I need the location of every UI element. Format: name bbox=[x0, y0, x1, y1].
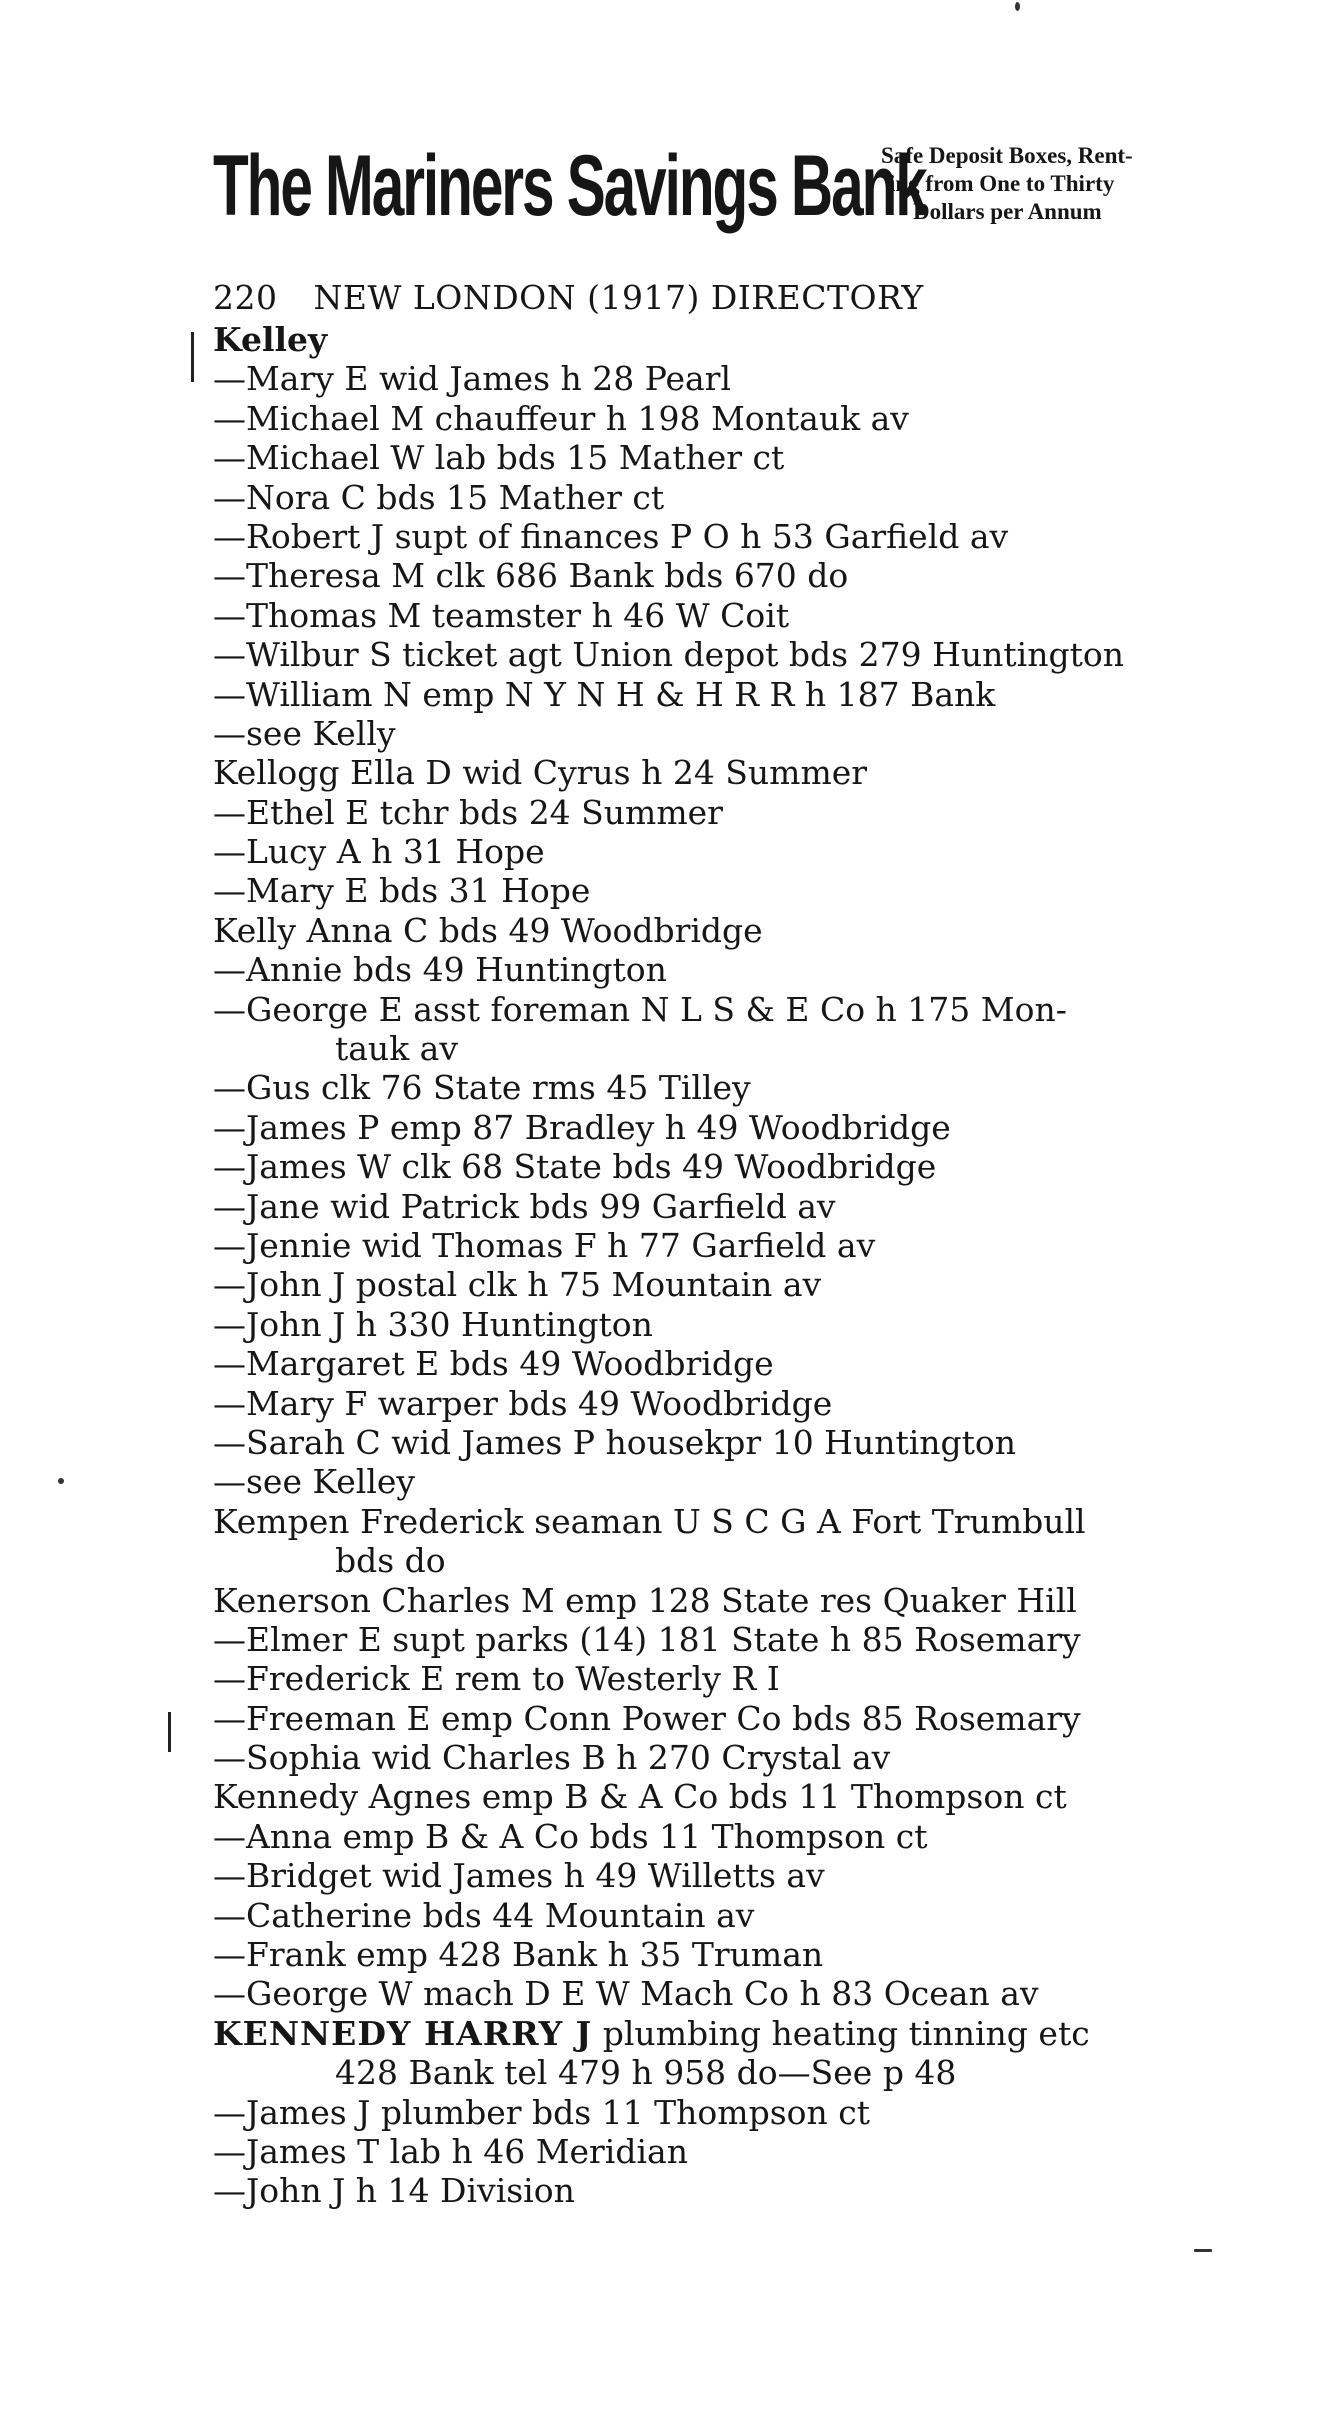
directory-entry: —Margaret E bds 49 Woodbridge bbox=[213, 1344, 774, 1384]
directory-entry: —James P emp 87 Bradley h 49 Woodbridge bbox=[213, 1107, 951, 1147]
scan-speck bbox=[1015, 2, 1020, 11]
directory-entry-continuation: tauk av bbox=[335, 1029, 458, 1069]
bank-ad-text bbox=[881, 142, 1133, 226]
directory-entry bbox=[213, 2014, 1213, 2053]
directory-entry: —Elmer E supt parks (14) 181 State h 85 Rosemary bbox=[213, 1619, 1081, 1659]
page-number: 220 bbox=[213, 278, 278, 317]
directory-entry: —John J h 14 Division bbox=[213, 2171, 575, 2211]
directory-title: NEW LONDON (1917) DIRECTORY bbox=[313, 278, 924, 317]
bank-advertisement bbox=[213, 138, 1213, 248]
directory-entry: —see Kelly bbox=[213, 713, 396, 753]
directory-entry: —Anna emp B & A Co bds 11 Thompson ct bbox=[213, 1816, 928, 1856]
bank-ad-line: Safe Deposit Boxes, Rent- bbox=[881, 143, 1133, 168]
directory-entry: Kelly Anna C bds 49 Woodbridge bbox=[213, 910, 763, 950]
bank-ad-line: Dollars per Annum bbox=[913, 199, 1102, 224]
directory-entry: —Lucy A h 31 Hope bbox=[213, 832, 545, 872]
scan-speck bbox=[58, 1478, 64, 1484]
directory-entry: —Mary E wid James h 28 Pearl bbox=[213, 359, 731, 399]
directory-entry: Kenerson Charles M emp 128 State res Quaker Hill bbox=[213, 1580, 1077, 1620]
directory-entry: —Wilbur S ticket agt Union depot bds 279 Huntington bbox=[213, 635, 1124, 675]
entry-bold-name: KENNEDY HARRY J bbox=[213, 2013, 593, 2053]
directory-entry: —Sophia wid Charles B h 270 Crystal av bbox=[213, 1738, 891, 1778]
directory-entry: —James T lab h 46 Meridian bbox=[213, 2131, 688, 2171]
directory-entry-continuation: bds do bbox=[335, 1541, 446, 1581]
directory-entry: —George W mach D E W Mach Co h 83 Ocean av bbox=[213, 1974, 1039, 2014]
directory-entry: —William N emp N Y N H & H R R h 187 Bank bbox=[213, 674, 996, 714]
directory-entry: —James J plumber bds 11 Thompson ct bbox=[213, 2092, 871, 2132]
directory-entry: —Jane wid Patrick bds 99 Garfield av bbox=[213, 1186, 836, 1226]
directory-entry: —John J postal clk h 75 Mountain av bbox=[213, 1265, 822, 1305]
directory-entry: —Nora C bds 15 Mather ct bbox=[213, 477, 665, 517]
page-header bbox=[213, 278, 924, 317]
directory-entry: —Mary F warper bds 49 Woodbridge bbox=[213, 1383, 833, 1423]
directory-entry: Kellogg Ella D wid Cyrus h 24 Summer bbox=[213, 753, 868, 793]
directory-entry: —Michael W lab bds 15 Mather ct bbox=[213, 438, 785, 478]
directory-entry: —Robert J supt of finances P O h 53 Garfield av bbox=[213, 516, 1009, 556]
directory-entry-continuation: 428 Bank tel 479 h 958 do—See p 48 bbox=[335, 2053, 957, 2093]
entry-text: plumbing heating tinning etc bbox=[592, 2013, 1090, 2053]
directory-entry: —Gus clk 76 State rms 45 Tilley bbox=[213, 1068, 751, 1108]
directory-entry: —Sarah C wid James P housekpr 10 Huntington bbox=[213, 1422, 1017, 1462]
directory-entry: —Freeman E emp Conn Power Co bds 85 Rosemary bbox=[213, 1698, 1081, 1738]
directory-entry: —Thomas M teamster h 46 W Coit bbox=[213, 595, 790, 635]
directory-entry: —John J h 330 Huntington bbox=[213, 1304, 653, 1344]
directory-entry: —Ethel E tchr bds 24 Summer bbox=[213, 792, 723, 832]
directory-listing bbox=[213, 320, 1213, 2211]
directory-entry: —George E asst foreman N L S & E Co h 175 Mon- bbox=[213, 989, 1067, 1029]
directory-entry: —Theresa M clk 686 Bank bds 670 do bbox=[213, 556, 849, 596]
directory-entry: —Frederick E rem to Westerly R I bbox=[213, 1659, 780, 1699]
scan-speck bbox=[1194, 2249, 1212, 2252]
bank-name: The Mariners Savings Bank bbox=[213, 138, 926, 234]
directory-entry: —Catherine bds 44 Mountain av bbox=[213, 1895, 755, 1935]
directory-entry: —Annie bds 49 Huntington bbox=[213, 950, 667, 990]
directory-entry: Kelley bbox=[213, 320, 328, 359]
directory-entry: Kennedy Agnes emp B & A Co bds 11 Thompson ct bbox=[213, 1777, 1067, 1817]
directory-entry: Kempen Frederick seaman U S C G A Fort Trumbull bbox=[213, 1501, 1086, 1541]
directory-entry: —James W clk 68 State bds 49 Woodbridge bbox=[213, 1147, 937, 1187]
scan-mark bbox=[191, 332, 194, 382]
directory-entry: —Mary E bds 31 Hope bbox=[213, 871, 591, 911]
directory-entry: —Jennie wid Thomas F h 77 Garfield av bbox=[213, 1225, 876, 1265]
directory-entry: —Frank emp 428 Bank h 35 Truman bbox=[213, 1935, 824, 1975]
directory-entry: —see Kelley bbox=[213, 1462, 416, 1502]
scan-mark bbox=[168, 1712, 171, 1752]
bank-ad-line: ing from One to Thirty bbox=[889, 171, 1115, 196]
directory-entry: —Michael M chauffeur h 198 Montauk av bbox=[213, 398, 909, 438]
directory-entry: —Bridget wid James h 49 Willetts av bbox=[213, 1856, 825, 1896]
